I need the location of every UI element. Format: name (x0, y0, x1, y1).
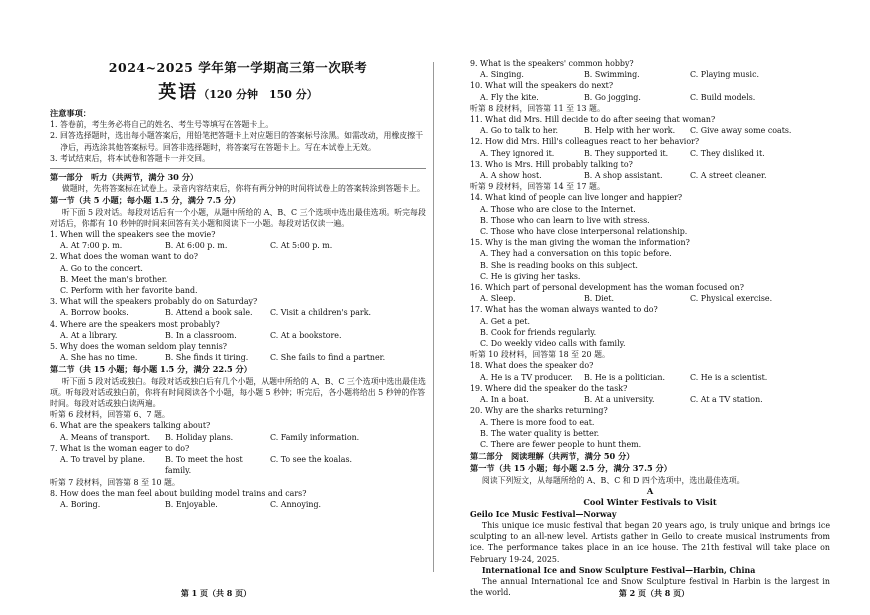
option-b: B. Cook for friends regularly. (480, 327, 597, 337)
part2-intro: 阅读下列短文，从每题所给的 A、B、C 和 D 四个选项中，选出最佳选项。 (481, 475, 745, 485)
material-10: 听第 10 段材料，回答第 18 至 20 题。 (470, 350, 610, 360)
section1-intro: 听下面 5 段对话。每段对话后有一个小题，从题中所给的 A、B、C 三个选项中选出最佳选项。听完每段对话后，你都有 10 秒钟的时间来回答有关小题和阅读下一小题。每段对话仅读一遍。 (50, 207, 426, 228)
question-19: 19. Where did the speaker do the task? (470, 383, 628, 393)
option-b: B. The water quality is better. (480, 428, 600, 438)
material-7: 听第 7 段材料，回答第 8 至 10 题。 (50, 477, 180, 487)
option-a: A. At 7:00 p. m. (60, 241, 123, 251)
part1-intro: 做题时，先将答案标在试卷上。录音内容结束后，你将有两分钟的时间将试卷上的答案转涂到答题卡上。 (61, 184, 425, 194)
section2-intro: 听下面 5 段对话或独白。每段对话或独白后有几个小题，从题中所给的 A、B、C 三个选项中选出最佳选项。听每段对话或独白前，你将有时间阅读各个小题，每小题 5 秒钟；听完后，各小题将给出 5 秒钟的作答时间。每段对话或独白读两遍。 (50, 376, 426, 409)
option-a: A. They ignored it. (480, 148, 555, 158)
question-8: 8. How does the man feel about building model trains and cars? (50, 488, 307, 498)
passage-letter: A (646, 485, 654, 496)
festival-2-text: The annual International Ice and Snow Sculpture festival in Harbin is the largest in the world. (470, 576, 830, 598)
option-a: A. A show host. (480, 171, 542, 181)
passage-title: Cool Winter Festivals to Visit (583, 497, 717, 508)
option-b: B. Go jogging. (584, 92, 641, 102)
question-7: 7. What is the woman eager to do? (50, 443, 190, 453)
question-6-options (50, 432, 426, 443)
notice-3: 3. 考试结束后，将本试卷和答题卡一并交回。 (50, 153, 210, 163)
page-divider (433, 62, 434, 572)
page-1 (0, 0, 432, 615)
option-a: A. Go to talk to her. (480, 126, 558, 136)
question-20: 20. Why are the sharks returning? (470, 406, 608, 416)
page-2-footer: 第 2 页（共 8 页） (618, 588, 690, 598)
option-a: A. To travel by plane. (60, 455, 145, 465)
material-6: 听第 6 段材料，回答第 6、7 题。 (50, 410, 170, 420)
notice-heading: 注意事项： (50, 108, 91, 118)
option-a: A. Singing. (480, 70, 524, 80)
question-8-options (50, 499, 426, 510)
notice-1: 1. 答卷前，考生务必将自己的姓名、考生号等填写在答题卡上。 (50, 120, 274, 130)
question-13: 13. Who is Mrs. Hill probably talking to? (470, 159, 633, 169)
option-c: C. At a TV station. (690, 395, 763, 405)
option-b: B. Enjoyable. (165, 499, 218, 509)
question-4-options (50, 330, 426, 341)
question-12: 12. How did Mrs. Hill's colleagues react to her behavior? (470, 137, 700, 147)
question-17: 17. What has the woman always wanted to do? (470, 305, 658, 315)
question-18-options (470, 372, 830, 383)
option-b: B. At 6:00 p. m. (165, 241, 228, 251)
option-c: C. Playing music. (690, 70, 759, 80)
option-b: B. She is reading books on this subject. (480, 260, 638, 270)
option-c: C. Perform with her favorite band. (60, 286, 198, 296)
question-3: 3. What will the speakers probably do on Saturday? (50, 297, 258, 307)
question-7-options (50, 454, 426, 476)
question-9: 9. What is the speakers' common hobby? (470, 59, 634, 68)
option-c: C. Annoying. (270, 499, 322, 509)
option-a: A. At a library. (60, 330, 118, 340)
option-a: A. Those who are close to the Internet. (480, 204, 636, 214)
option-b: B. Swimming. (584, 70, 640, 80)
option-b: B. At a university. (584, 395, 655, 405)
page-2 (438, 0, 870, 615)
option-c: C. At 5:00 p. m. (270, 241, 333, 251)
option-b: B. They supported it. (584, 148, 669, 158)
question-19-options (470, 394, 830, 405)
question-14: 14. What kind of people can live longer and happier? (470, 193, 683, 203)
option-a: A. Sleep. (480, 294, 516, 304)
question-13-options (470, 170, 830, 181)
subject-name: 英语 (158, 82, 199, 103)
question-16: 16. Which part of personal development has the woman focused on? (470, 283, 744, 293)
material-8: 听第 8 段材料，回答第 11 至 13 题。 (470, 103, 605, 113)
section2-heading: 第二节（共 15 小题；每小题 1.5 分，满分 22.5 分） (50, 364, 252, 375)
option-c: C. He is giving her tasks. (480, 271, 581, 281)
option-a: A. They had a conversation on this topic before. (480, 249, 672, 259)
option-b: B. Those who can learn to live with stress. (480, 215, 650, 225)
material-9: 听第 9 段材料，回答第 14 至 17 题。 (470, 182, 605, 192)
option-a: A. Get a pet. (480, 316, 530, 326)
option-c: C. Build models. (690, 92, 756, 102)
option-b: B. He is a politician. (584, 372, 665, 382)
option-c: C. She fails to find a partner. (270, 353, 386, 363)
question-11-options (470, 125, 830, 136)
option-c: C. Physical exercise. (690, 294, 773, 304)
question-4: 4. Where are the speakers most probably? (50, 319, 220, 329)
option-b: B. Attend a book sale. (165, 308, 253, 318)
page-1-footer: 第 1 页（共 8 页） (180, 588, 252, 598)
option-c: C. Those who have close interpersonal relationship. (480, 227, 688, 237)
option-b: B. To meet the host family. (165, 455, 243, 476)
option-c: C. They disliked it. (690, 148, 765, 158)
question-2: 2. What does the woman want to do? (50, 252, 199, 262)
question-5-options (50, 352, 426, 363)
option-c: C. At a bookstore. (270, 330, 342, 340)
option-c: C. There are fewer people to hunt them. (480, 439, 642, 449)
option-b: B. Meet the man's brother. (60, 274, 168, 284)
option-a: A. There is more food to eat. (480, 417, 595, 427)
question-10-options (470, 92, 830, 103)
festival-2-name: International Ice and Snow Sculpture Festival—Harbin, China (481, 565, 756, 575)
option-c: C. Do weekly video calls with family. (480, 339, 626, 349)
option-b: B. A shop assistant. (584, 171, 663, 181)
option-a: A. Fly the kite. (480, 92, 539, 102)
part1-heading: 第一部分 听力（共两节，满分 30 分） (50, 172, 199, 183)
option-b: B. Diet. (584, 294, 615, 304)
question-3-options (50, 307, 426, 318)
question-6: 6. What are the speakers talking about? (50, 421, 211, 431)
option-c: C. He is a scientist. (690, 372, 768, 382)
option-b: B. In a classroom. (165, 330, 237, 340)
question-12-options (470, 148, 830, 159)
option-c: C. To see the koalas. (270, 455, 353, 465)
question-16-options (470, 293, 830, 304)
option-a: A. Means of transport. (60, 432, 151, 442)
part2-section1-heading: 第一节（共 15 小题；每小题 2.5 分，满分 37.5 分） (470, 463, 672, 474)
exam-subject (50, 78, 426, 104)
divider-line (50, 168, 426, 169)
option-c: C. Give away some coats. (690, 126, 792, 136)
part2-heading: 第二部分 阅读理解（共两节，满分 50 分） (470, 451, 635, 462)
option-a: A. Go to the concert. (60, 263, 143, 273)
notice-2: 2. 回答选择题时，选出每小题答案后，用铅笔把答题卡上对应题目的答案标号涂黑。如需改动，用橡皮擦干净后，再选涂其他答案标号。回答非选择题时，将答案写在答题卡上。写在本试卷上无效。 (50, 131, 424, 152)
question-15: 15. Why is the man giving the woman the information? (470, 238, 690, 248)
question-18: 18. What does the speaker do? (470, 361, 594, 371)
option-b: B. Help with her work. (584, 126, 676, 136)
option-c: C. Visit a children's park. (270, 308, 371, 318)
section1-heading: 第一节（共 5 小题；每小题 1.5 分，满分 7.5 分） (50, 195, 241, 206)
question-9-options (470, 69, 830, 80)
question-5: 5. Why does the woman seldom play tennis? (50, 342, 228, 352)
festival-1-name: Geilo Ice Music Festival—Norway (470, 509, 617, 519)
question-1: 1. When will the speakers see the movie? (50, 230, 216, 240)
option-b: B. She finds it tiring. (165, 353, 249, 363)
exam-title: 2024~2025 学年第一学期高三第一次联考 (108, 60, 368, 75)
option-a: A. Boring. (60, 499, 101, 509)
festival-1-text: This unique ice music festival that began 20 years ago, is truly unique and brings ice sculpting to an all-new level. Artists gather in Geilo to create musical instruments from ice. The performance takes place in an ice house. The 21th festival will take place on February 19-24, 2025. (470, 520, 830, 564)
option-a: A. She has no time. (60, 353, 138, 363)
question-11: 11. What did Mrs. Hill decide to do after seeing that woman? (470, 115, 716, 125)
option-c: C. A street cleaner. (690, 171, 767, 181)
subject-info: （120 分钟 150 分） (198, 88, 318, 101)
option-a: A. He is a TV producer. (480, 372, 573, 382)
question-1-options (50, 240, 426, 251)
option-c: C. Family information. (270, 432, 360, 442)
question-10: 10. What will the speakers do next? (470, 81, 614, 91)
option-a: A. Borrow books. (60, 308, 129, 318)
option-a: A. In a boat. (480, 395, 529, 405)
option-b: B. Holiday plans. (165, 432, 234, 442)
